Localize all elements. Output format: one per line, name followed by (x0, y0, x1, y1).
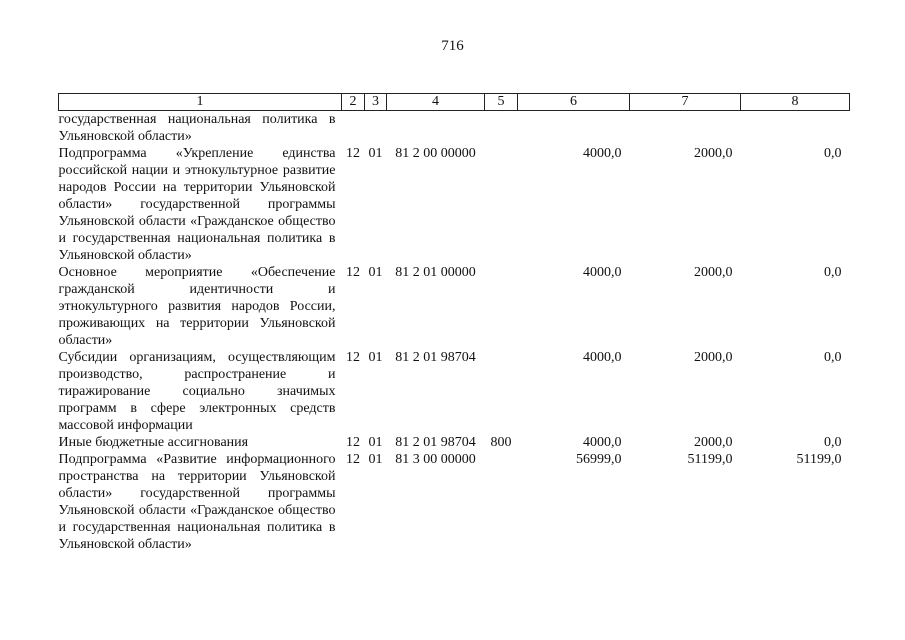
row-name: Иные бюджетные ассигнования (58, 435, 249, 450)
row-value-2019 (518, 111, 630, 146)
row-name: Основное мероприятие «Обеспечение гражданской идентичности и этнокультурного развития народов России, проживающих на территории Ульяновской области» (58, 265, 336, 348)
row-vr (485, 111, 518, 146)
row-value-2020: 51199,0 (687, 452, 733, 467)
row-name: Подпрограмма «Развитие информационного пространства на территории Ульяновской области» государственной программы Ульяновской области «Гражданское общество и государственная национальная политика в Ульяновской области» (58, 452, 336, 552)
row-value-2020: 2000,0 (694, 146, 733, 161)
header-cell: 3 (365, 94, 387, 111)
header-cell: 6 (518, 94, 630, 111)
header-row (59, 94, 850, 111)
row-value-2021: 0,0 (824, 146, 842, 161)
row-value-2021: 0,0 (824, 435, 842, 450)
header-cell: 5 (485, 94, 518, 111)
row-name: Подпрограмма «Укрепление единства российской нации и этнокультурное развитие народов России на территории Ульяновской области» государственной программы Ульяновской области «Гражданское общество и государственная национальная политика в Ульяновской области» (58, 146, 336, 263)
row-value-2019: 56999,0 (576, 452, 622, 467)
header-cell: 8 (741, 94, 850, 111)
row-csr (387, 111, 485, 146)
header-cell: 4 (387, 94, 485, 111)
row-pr (365, 111, 387, 146)
row-value-2020: 2000,0 (694, 435, 733, 450)
row-value-2019: 4000,0 (583, 350, 622, 365)
row-csr: 81 3 00 00000 (395, 452, 476, 467)
row-name: Субсидии организациям, осуществляющим производство, распространение и тиражирование социально значимых программ в сфере электронных средств массовой информации (58, 350, 336, 433)
row-value-2020: 2000,0 (694, 265, 733, 280)
table-row (59, 349, 850, 434)
row-csr: 81 2 01 98704 (395, 350, 476, 365)
row-rz (342, 111, 365, 146)
row-csr: 81 2 00 00000 (395, 146, 476, 161)
table-row (59, 264, 850, 349)
row-value-2021: 0,0 (824, 265, 842, 280)
row-vr (485, 264, 518, 349)
row-csr: 81 2 01 98704 (395, 435, 476, 450)
row-rz: 12 (346, 265, 360, 280)
row-rz: 12 (346, 350, 360, 365)
row-vr (485, 451, 518, 553)
table-row (59, 145, 850, 264)
row-pr: 01 (368, 265, 383, 280)
header-cell: 2 (342, 94, 365, 111)
row-vr (485, 349, 518, 434)
budget-table (58, 93, 850, 553)
row-pr: 01 (368, 435, 383, 450)
row-value-2020 (630, 111, 741, 146)
page-number: 716 (441, 38, 464, 54)
row-pr: 01 (368, 146, 383, 161)
header-cell: 7 (630, 94, 741, 111)
row-value-2019: 4000,0 (583, 265, 622, 280)
table-row (59, 451, 850, 553)
table-row (59, 434, 850, 451)
row-rz: 12 (346, 452, 360, 467)
row-value-2019: 4000,0 (583, 146, 622, 161)
row-value-2019: 4000,0 (583, 435, 622, 450)
row-name: государственная национальная политика в Ульяновской области» (58, 112, 336, 144)
row-pr: 01 (368, 452, 383, 467)
row-pr: 01 (368, 350, 383, 365)
row-value-2020: 2000,0 (694, 350, 733, 365)
table-row (59, 111, 850, 146)
header-cell: 1 (59, 94, 342, 111)
row-rz: 12 (346, 146, 360, 161)
row-csr: 81 2 01 00000 (395, 265, 476, 280)
row-value-2021: 0,0 (824, 350, 842, 365)
row-vr (485, 145, 518, 264)
row-value-2021: 51199,0 (796, 452, 842, 467)
row-value-2021 (741, 111, 850, 146)
row-rz: 12 (346, 435, 360, 450)
row-vr: 800 (490, 435, 512, 450)
